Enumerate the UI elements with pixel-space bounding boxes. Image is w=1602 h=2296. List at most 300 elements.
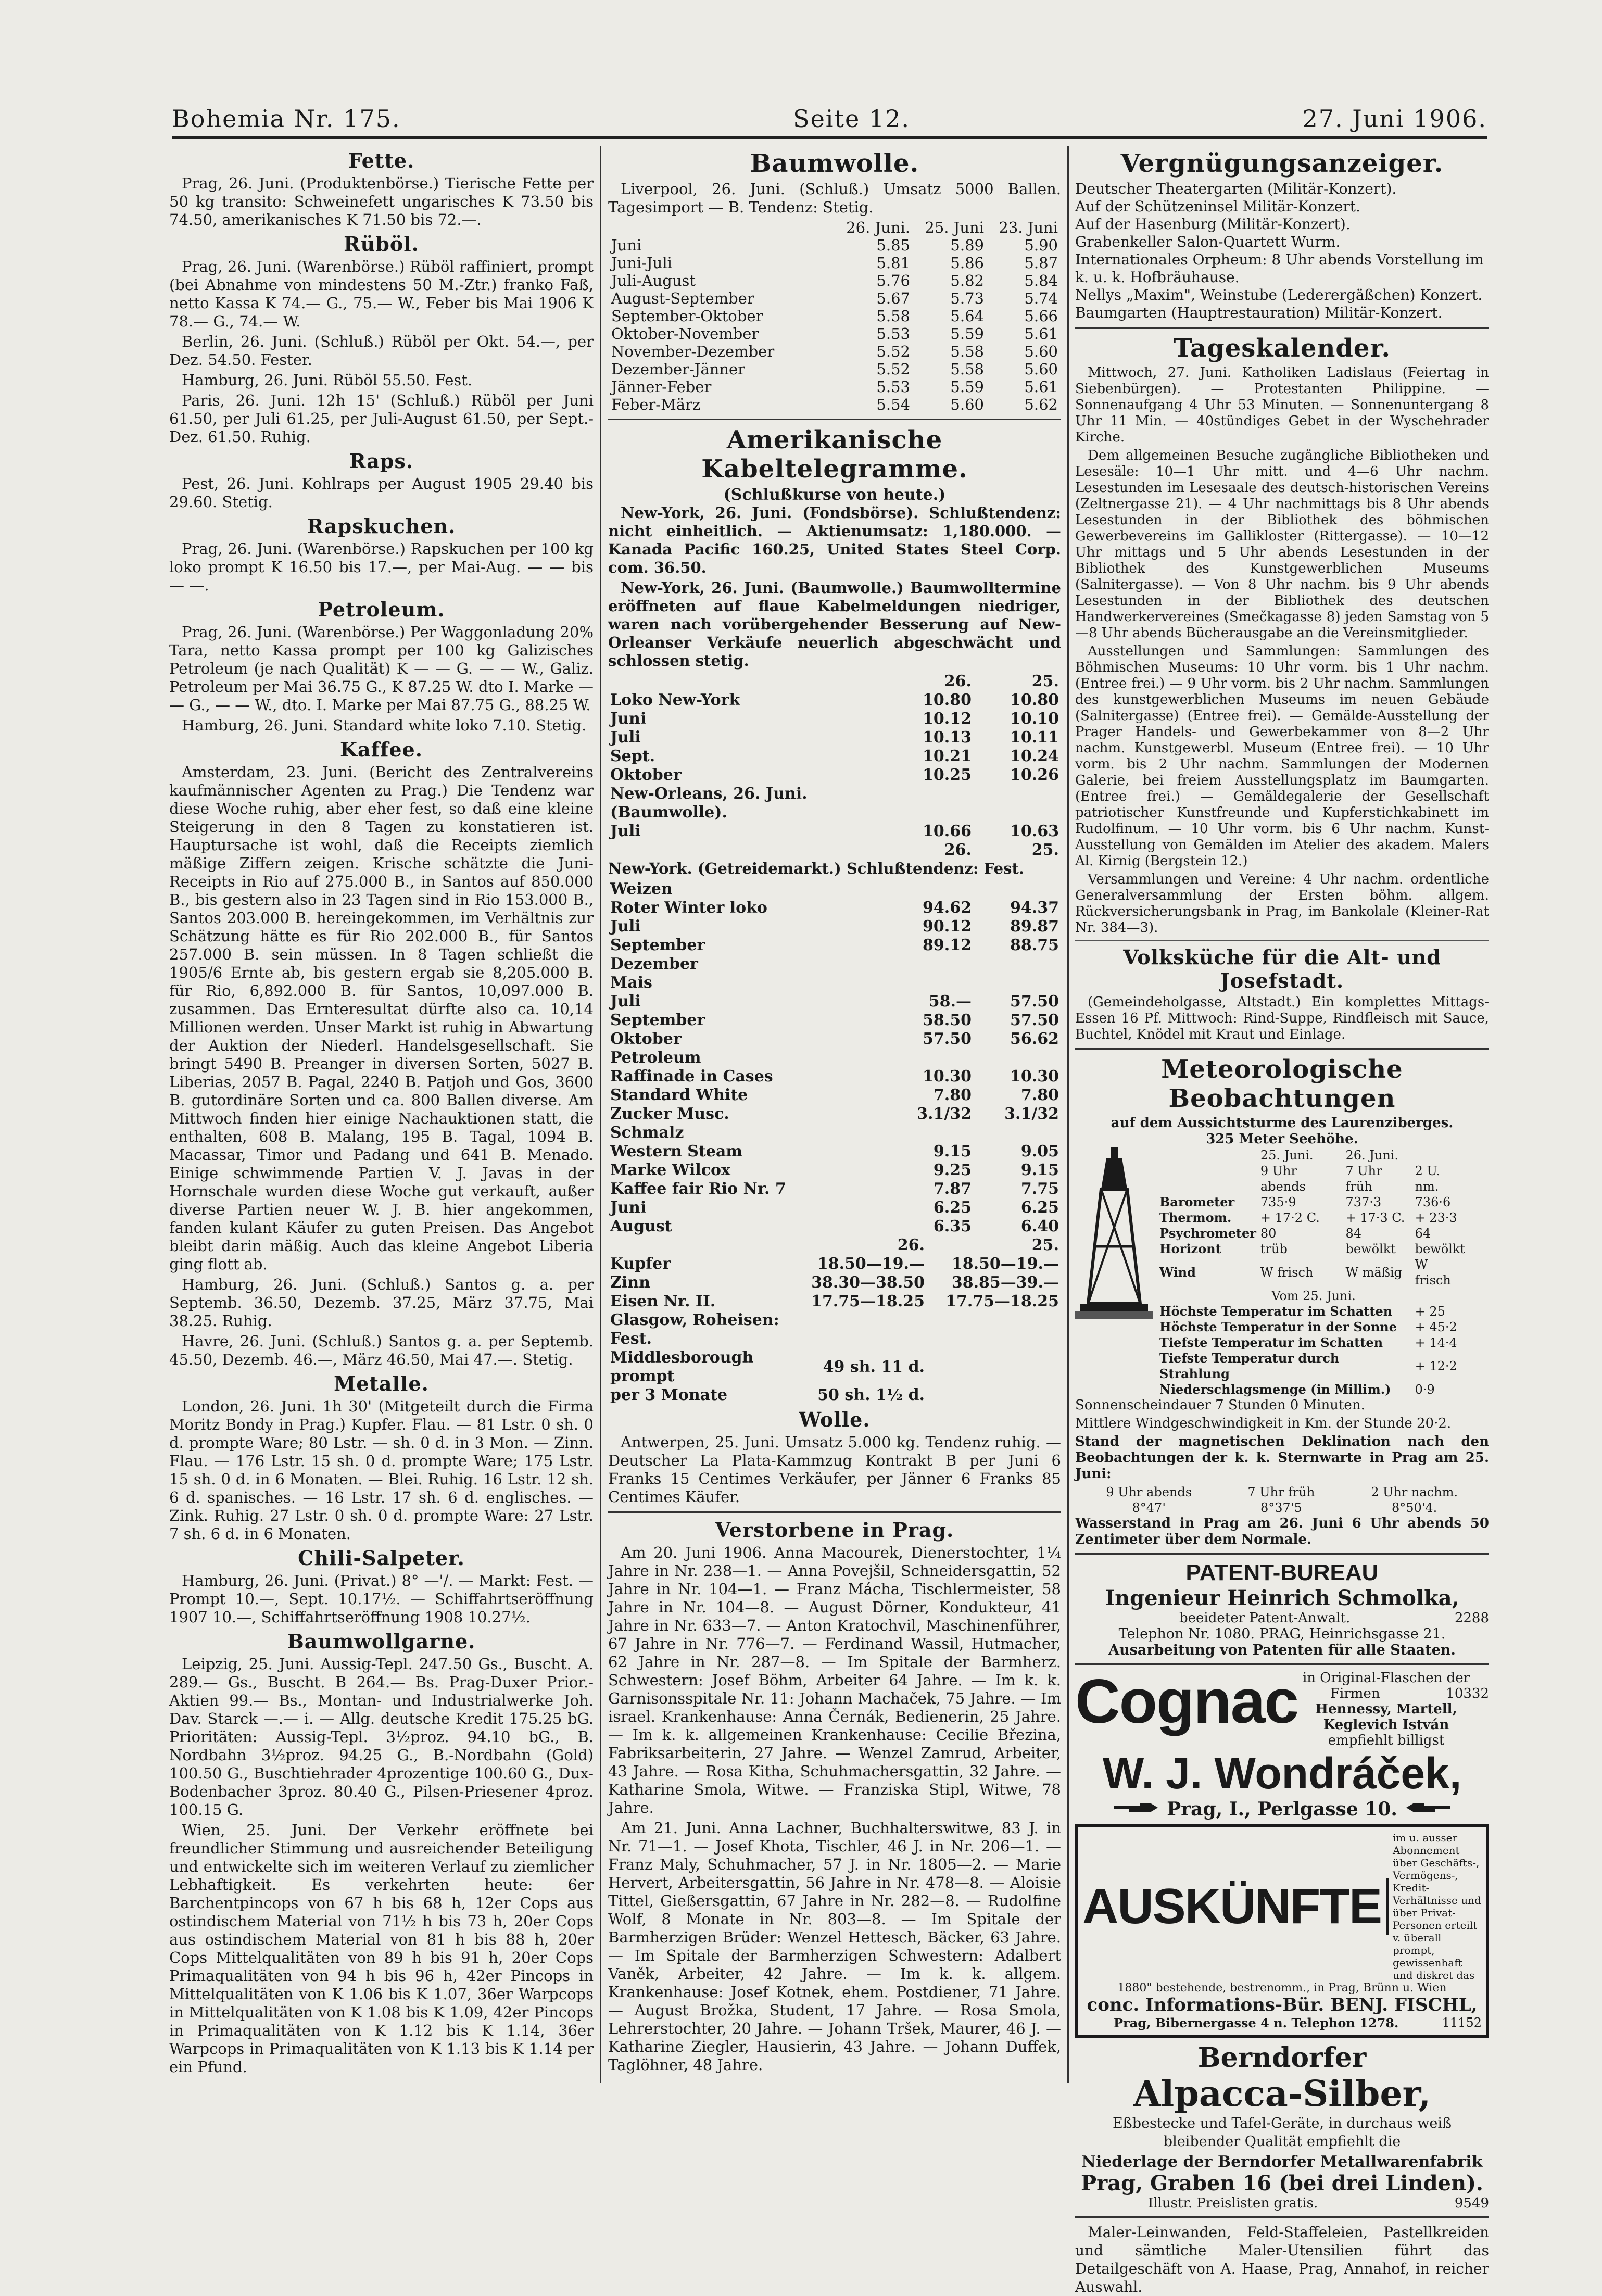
table-cell: Juli-August xyxy=(611,272,696,289)
table-cell: Feber-März xyxy=(611,396,701,413)
table-header-cell xyxy=(608,219,839,236)
table-cell: 5.64 xyxy=(950,307,984,325)
table-header-row xyxy=(1157,1163,1470,1194)
table-row xyxy=(608,992,1061,1011)
market-report: Paris, 26. Juni. 12h 15' (Schluß.) Rüböl per Juni 61.50, per Juli 61.25, per Juli-August 61.50, per Sept.-Dez. 61.50. Ruhig. xyxy=(169,392,594,446)
ad-address: Prag, Graben 16 (bei drei Linden). xyxy=(1081,2171,1483,2196)
list-item: Auf der Schützeninsel Militär-Konzert. xyxy=(1075,198,1360,215)
pointing-hand-icon xyxy=(1404,1800,1450,1815)
table-cell: Zucker Musc. xyxy=(610,1105,729,1123)
table-cell xyxy=(886,974,974,992)
menu-entry: (Gemeindeholgasse, Altstadt.) Ein komplettes Mittags-Essen 16 Pf. Mittwoch: Rind-Suppe, Rindfleisch mit Sauce, Buchtel, Knödel mit Kraut und Einlage. xyxy=(1075,994,1489,1042)
section-rule xyxy=(1075,1553,1489,1555)
table-cell: trüb xyxy=(1260,1242,1288,1256)
ad-number: 10332 xyxy=(1446,1686,1489,1701)
table-header-cell: 7 Uhr früh xyxy=(1247,1485,1315,1499)
table-cell: 5.60 xyxy=(1024,343,1058,360)
ad-cognac xyxy=(1075,1667,1489,1820)
table-cell: 5.59 xyxy=(950,325,984,343)
table-row xyxy=(608,917,1061,936)
table-cell: 89.12 xyxy=(923,936,972,954)
table-header-cell: 26. Juni. xyxy=(1345,1148,1399,1163)
table-row xyxy=(608,272,1061,289)
market-report: Leipzig, 25. Juni. Aussig-Tepl. 247.50 Gs., Buscht. A. 289.— Gs., Buscht. B 264.— Bs. Prag-Duxer Prior.-Aktien 99.— Bs., Montan- und Industrialwerke Joh. Dav. Starck —.— i. — Allg. deutsche Kredit 175.25 bG. Prioritäten: Aussig-Tepl. 3½proz. 94.10 bG., B. Nordbahn 3½proz. 94.25 G., B.-Nordbahn (Gold) 100.50 G., Buschtiehrader 4prozentige 100.60 G., Dux-Bodenbacher 3proz. 80.40 G., Pilsen-Priesener 4proz. 100.15 G. xyxy=(169,1655,594,1819)
table-header-cell: 26. xyxy=(897,1236,925,1254)
section-title-petroleum: Petroleum. xyxy=(318,598,445,621)
table-cell: Oktober xyxy=(610,1030,682,1048)
table-cell: 736·6 xyxy=(1415,1195,1451,1209)
market-report: Prag, 26. Juni. (Warenbörse.) Per Waggonladung 20% Tara, netto Kassa prompt per 100 kg Galizisches Petroleum (je nach Qualität) K — — G. — — W., Galiz. Petroleum per Mai 36.75 G., K 87.25 W. dto I. Marke — — G., — — W., dto. I. Marke per Mai 87.75 G., 88.25 W. xyxy=(169,623,594,714)
market-report: Havre, 26. Juni. (Schluß.) Santos g. a. per Septemb. 45.50, Dezemb. 46.—, März 46.50, Mai 47.—. Stetig. xyxy=(169,1332,594,1368)
table-cell: 8°50'4. xyxy=(1391,1500,1437,1515)
table-row xyxy=(608,766,1061,785)
market-report: Prag, 26. Juni. (Warenbörse.) Rüböl raffiniert, prompt (bei Abnahme von mindestens 50 M.-Ztr.) franko Faß, netto Kassa K 74.— G., 75.— W., Feber bis Mai 1906 K 78.— G., 74.— W. xyxy=(169,258,594,330)
market-report: New-York, 26. Juni. (Fondsbörse). Schlußtendenz: nicht einheitlich. — Aktienumsatz: 1,180.000. — Kanada Pacific 160.25, United States Steel Corp. com. 36.50. xyxy=(608,504,1061,576)
section-title-vergnuegungen: Vergnügungsanzeiger. xyxy=(1120,149,1444,178)
table-cell: 64 xyxy=(1415,1226,1431,1241)
table-cell: 5.86 xyxy=(950,254,984,272)
table-cell: 10.26 xyxy=(1010,766,1059,784)
table-header-cell xyxy=(1157,1147,1258,1163)
table-cell: Thermom. xyxy=(1159,1210,1232,1225)
table-cell: Weizen xyxy=(610,880,673,898)
ad-title: PATENT-BUREAU xyxy=(1185,1560,1379,1585)
cable-table xyxy=(608,672,1061,841)
table-header-cell xyxy=(608,672,886,691)
ad-text: im u. ausser Abonnement über Geschäfts-, Vermögens-, Kredit-Verhältnisse und über Privat-Personen erteilt v. überall prompt, gewissenhaft und diskret das xyxy=(1392,1832,1481,1982)
table-cell: + 17·2 C. xyxy=(1260,1210,1320,1225)
table-cell: 17.75—18.25 xyxy=(945,1292,1059,1310)
section-rule xyxy=(1075,327,1489,329)
ad-maler: Maler-Leinwanden, Feld-Staffeleien, Pastellkreiden und sämtliche Maler-Utensilien führt das Detailgeschäft von A. Haase, Prag, Annahof, in reicher Auswahl. xyxy=(1075,2224,1489,2295)
table-header-cell: 23. Juni xyxy=(999,219,1058,236)
list-item: Auf der Hasenburg (Militär-Konzert). xyxy=(1075,216,1351,233)
ad-number: 2288 xyxy=(1454,1610,1489,1626)
weather-note: Stand der magnetischen Deklination nach den Beobachtungen der k. k. Sternwarte in Prag am 25. Juni: xyxy=(1075,1434,1489,1482)
table-cell: 5.52 xyxy=(876,360,910,378)
table-header-row xyxy=(608,672,1061,691)
table-header-cell: 26. xyxy=(944,672,972,690)
weather-table xyxy=(1157,1147,1470,1397)
table-cell: 6.35 xyxy=(933,1217,972,1235)
cotton-price-table xyxy=(608,219,1061,413)
calendar-entry: Dem allgemeinen Besuche zugängliche Bibliotheken und Lesesäle: 10—1 Uhr mitt. und 4—6 Uhr nachm. Lesestunden im Lesesaale des deutsch-historischen Vereins (Zeltnergasse 21). — 4 Uhr nachmittags bis 8 Uhr abends Lesestunden in der Bibliothek des böhmischen Gewerbevereins im Gallikloster (Rittergasse). — 10—12 Uhr mittags und 5 Uhr abends Lesestunden in der Bibliothek des Kunstgewerblichen Museums (Salnitergasse). — Von 8 Uhr nachm. bis 9 Uhr abends Lesestunden in der Bibliothek des deutschen Handwerkervereines (Smečkagasse 8) jeden Samstag von 5—8 Uhr abends Bücherausgabe an die Vereinsmitglieder. xyxy=(1075,448,1489,641)
table-cell: 5.81 xyxy=(876,254,910,272)
table-cell: 10.80 xyxy=(1010,691,1059,709)
table-row xyxy=(608,936,1061,955)
table-cell: 18.50—19.— xyxy=(817,1255,925,1273)
table-row xyxy=(608,1011,1061,1030)
table-cell: Höchste Temperatur im Schatten xyxy=(1159,1304,1393,1319)
weather-note: Sonnenscheindauer 7 Stunden 0 Minuten. xyxy=(1075,1397,1365,1413)
table-cell: per 3 Monate xyxy=(610,1386,728,1404)
table-cell: 735·9 xyxy=(1260,1195,1296,1209)
table-cell: 10.21 xyxy=(923,747,972,765)
table-cell: Juli xyxy=(610,992,641,1011)
table-header-cell: 9 Uhr abends xyxy=(1260,1164,1306,1194)
table-header-cell: 26. Juni. xyxy=(846,219,910,236)
table-row xyxy=(608,710,1061,728)
table-cell: 10.66 xyxy=(923,822,972,840)
table-cell: 7.75 xyxy=(1020,1180,1059,1198)
since-label: Vom 25. Juni. xyxy=(1271,1289,1356,1303)
ad-address: Prag, Bibernergasse 4 n. Telephon 1278. xyxy=(1114,2015,1399,2030)
table-cell xyxy=(974,1049,1061,1067)
market-report: Antwerpen, 25. Juni. Umsatz 5.000 kg. Tendenz ruhig. — Deutscher La Plata-Kammzug Kontrakt B per Juni 6 Franks 15 Centimes Verkäufer, per Jänner 6 Franks 85 Centimes Käufer. xyxy=(608,1433,1061,1506)
ad-firm: conc. Informations-Bür. BENJ. FISCHL, xyxy=(1087,1995,1478,2015)
table-cell: Dezember xyxy=(610,955,698,973)
table-cell: 57.50 xyxy=(1010,1011,1059,1029)
table-row xyxy=(608,254,1061,272)
table-row xyxy=(608,1255,1061,1273)
table-header-cell xyxy=(1157,1163,1258,1194)
table-row xyxy=(608,728,1061,747)
table-cell: Western Steam xyxy=(610,1142,743,1160)
market-report: Hamburg, 26. Juni. Standard white loko 7.10. Stetig. xyxy=(182,716,587,734)
header-date: 27. Juni 1906. xyxy=(1302,105,1487,133)
table-row xyxy=(608,1217,1061,1236)
table-cell: Roter Winter loko xyxy=(610,899,767,917)
ad-firms: Hennessy, Martell, Keglevich István xyxy=(1315,1701,1457,1733)
table-header-cell: 25. Juni xyxy=(925,219,984,236)
ad-number: 9549 xyxy=(1454,2196,1489,2211)
table-row xyxy=(608,1086,1061,1105)
section-title-rueboel: Rüböl. xyxy=(344,232,419,256)
table-cell: Horizont xyxy=(1159,1241,1221,1256)
table-row xyxy=(1075,1500,1489,1516)
market-report: Hamburg, 26. Juni. (Privat.) 8° —'/. — Markt: Fest. — Prompt 10.—, Sept. 10.17½. — Schiffahrtseröffnung 1907 10.—, Schiffahrtseröffnung 1908 10.27½. xyxy=(169,1572,594,1626)
ad-subtitle: beeideter Patent-Anwalt. xyxy=(1179,1610,1351,1626)
table-row xyxy=(1157,1288,1470,1304)
table-row xyxy=(608,1105,1061,1124)
ad-number: 11152 xyxy=(1442,2015,1482,2030)
table-cell: 10.11 xyxy=(1010,728,1059,747)
weather-block xyxy=(1075,1147,1489,1397)
header-page-number: Seite 12. xyxy=(793,105,910,133)
table-cell: 17.75—18.25 xyxy=(811,1292,925,1310)
table-cell: 88.75 xyxy=(1010,936,1059,954)
table-cell: Petroleum xyxy=(610,1049,701,1067)
list-item: Baumgarten (Hauptrestauration) Militär-Konzert. xyxy=(1075,304,1443,321)
pointing-hand-icon xyxy=(1114,1800,1160,1815)
table-cell xyxy=(886,1049,974,1067)
page-header xyxy=(172,103,1487,134)
section-rule xyxy=(1075,1048,1489,1050)
table-cell: Eisen Nr. II. xyxy=(610,1292,716,1310)
ad-text: Eßbestecke und Tafel-Geräte, in durchaus weiß bleibender Qualität empfiehlt die xyxy=(1112,2115,1452,2150)
column-divider xyxy=(1067,146,1069,2083)
ad-patent-bureau xyxy=(1075,1560,1489,1658)
table-cell: 38.85—39.— xyxy=(951,1273,1059,1292)
table-cell: 10.10 xyxy=(1010,710,1059,728)
table-header-cell: 2 Uhr nachm. xyxy=(1371,1485,1458,1499)
table-row xyxy=(608,396,1061,413)
table-cell: September xyxy=(610,1011,705,1029)
table-cell: 94.37 xyxy=(1010,899,1059,917)
section-title-raps: Raps. xyxy=(349,449,414,473)
calendar-entry: Ausstellungen und Sammlungen: Sammlungen des Böhmischen Museums: 10 Uhr vorm. bis 1 Uhr nachm. (Entree frei.) — 9 Uhr vorm. bis 2 Uhr nachm. Sammlungen des kunstgewerblichen Museums im neuen Gebäude (Salnitergasse) (Entree frei). — Gemälde-Ausstellung der Prager Handels- und Gewerbekammer von 8—2 Uhr nachm. Kunstgewerbl. Museum (Entree frei). — 10 Uhr vorm. bis 2 Uhr nachm. Sammlungen der Modernen Galerie, bei freiem Ausstellungsplatz im Baumgarten. (Entree frei.) — Gemäldegalerie der Gesellschaft patriotischer Kunstfreunde und Kupferstichkabinett im Rudolfinum. — 10 Uhr vorm. bis 6 Uhr nachm. Kunst-Ausstellung von Gemälden im Atelier des akadem. Malers Al. Kirnig (Bergstein 12.) xyxy=(1075,644,1489,869)
table-cell: 49 sh. 11 d. xyxy=(823,1358,925,1376)
table-cell: Höchste Temperatur in der Sonne xyxy=(1159,1319,1397,1334)
entertainment-list xyxy=(1075,180,1489,322)
calendar-entry: Versammlungen und Vereine: 4 Uhr nachm. ordentliche Generalversammlung der Ersten böhm. allgem. Rückversicherungsbank in Prag, im Bankolale (Kleiner-Rat Nr. 384—3). xyxy=(1075,872,1489,936)
table-cell xyxy=(927,1348,1061,1386)
table-cell: 5.67 xyxy=(876,289,910,307)
table-cell: 56.62 xyxy=(1010,1030,1059,1048)
table-cell: 0·9 xyxy=(1415,1382,1435,1397)
section-rule xyxy=(1075,1663,1489,1665)
table-row xyxy=(608,1124,1061,1142)
table-row xyxy=(1157,1241,1470,1257)
table-cell: 5.62 xyxy=(1024,396,1058,413)
table-cell: 5.87 xyxy=(1024,254,1058,272)
section-title-baumwolle: Baumwolle. xyxy=(750,149,919,178)
table-header-row xyxy=(608,1236,1061,1255)
list-item: Nellys „Maxim", Weinstube (Lederergäßchen) Konzert. xyxy=(1075,286,1483,304)
table-cell: 89.87 xyxy=(1010,917,1059,936)
market-report: Hamburg, 26. Juni. Rüböl 55.50. Fest. xyxy=(182,371,473,389)
table-cell: Raffinade in Cases xyxy=(610,1067,773,1086)
table-row xyxy=(608,1180,1061,1199)
table-cell: 9.15 xyxy=(933,1142,972,1160)
table-row xyxy=(608,1030,1061,1049)
table-cell: Standard White xyxy=(610,1086,748,1104)
table-cell: W frisch xyxy=(1260,1265,1314,1280)
table-cell: + 12·2 xyxy=(1415,1359,1457,1373)
cable-table xyxy=(608,880,1061,1236)
table-cell: W mäßig xyxy=(1345,1265,1402,1280)
table-row xyxy=(1157,1335,1470,1351)
section-title-tageskalender: Tageskalender. xyxy=(1173,334,1391,363)
table-row xyxy=(608,691,1061,710)
section-title-wolle: Wolle. xyxy=(799,1408,871,1431)
section-title-kabel: Amerikanische Kabeltelegramme. xyxy=(701,425,968,484)
table-row xyxy=(1157,1319,1470,1335)
table-cell: Glasgow, Roheisen: Fest. xyxy=(610,1311,779,1348)
table-cell: Loko New-York xyxy=(610,691,740,709)
table-cell: November-Dezember xyxy=(611,343,775,360)
table-cell: 5.73 xyxy=(950,289,984,307)
ad-name: Ingenieur Heinrich Schmolka, xyxy=(1105,1586,1459,1610)
table-cell: 90.12 xyxy=(923,917,972,936)
table-cell: 10.63 xyxy=(1010,822,1059,840)
table-cell: Juli xyxy=(610,822,641,840)
table-row xyxy=(608,785,1061,822)
table-row xyxy=(608,1273,1061,1292)
table-cell xyxy=(886,880,974,899)
table-cell: + 45·2 xyxy=(1415,1320,1457,1334)
table-row xyxy=(608,1067,1061,1086)
table-row xyxy=(608,236,1061,254)
table-cell: Kupfer xyxy=(610,1255,671,1273)
table-header-cell: 9 Uhr abends xyxy=(1106,1485,1192,1499)
table-cell: Juni xyxy=(610,1199,647,1217)
section-title-metalle: Metalle. xyxy=(334,1372,429,1395)
table-row xyxy=(1157,1351,1470,1382)
table-header-row xyxy=(1157,1147,1470,1163)
table-cell xyxy=(792,1311,927,1348)
column-divider xyxy=(600,146,601,2083)
calendar-entry: Mittwoch, 27. Juni. Katholiken Ladislaus (Feiertag in Siebenbürgen). — Protestanten Philippine. — Sonnenaufgang 4 Uhr 53 Minuten. — Sonnenuntergang 8 Uhr 11 Min. — 40stündiges Gebet in der Wyschehrader Kirche. xyxy=(1075,365,1489,445)
table-cell: Juni xyxy=(611,236,642,254)
column-left xyxy=(169,146,594,2177)
table-cell: 18.50—19.— xyxy=(951,1255,1059,1273)
table-cell: 5.53 xyxy=(876,378,910,396)
table-cell: Niederschlagsmenge (in Millim.) xyxy=(1159,1382,1391,1397)
table-row xyxy=(608,307,1061,325)
table-cell: 10.25 xyxy=(923,766,972,784)
table-cell: 10.13 xyxy=(923,728,972,747)
table-cell: 5.66 xyxy=(1024,307,1058,325)
ad-cognac-word: Cognac xyxy=(1075,1667,1298,1736)
weather-note: Mittlere Windgeschwindigkeit in Km. der Stunde 20·2. xyxy=(1075,1416,1452,1431)
table-cell: 7.87 xyxy=(933,1180,972,1198)
table-cell: 5.84 xyxy=(1024,272,1058,289)
table-cell: 57.50 xyxy=(923,1030,972,1048)
table-cell: Marke Wilcox xyxy=(610,1161,730,1179)
table-cell: 9.25 xyxy=(933,1161,972,1179)
table-row xyxy=(608,1142,1061,1161)
table-row xyxy=(1157,1257,1470,1288)
table-cell: Wind xyxy=(1159,1265,1196,1280)
ad-main: Alpacca-Silber, xyxy=(1133,2073,1431,2115)
table-row xyxy=(608,899,1061,917)
list-item: Grabenkeller Salon-Quartett Wurm. xyxy=(1075,233,1341,250)
section-title-kaffee: Kaffee. xyxy=(340,738,423,761)
section-rule xyxy=(1075,2216,1489,2218)
table-row xyxy=(608,1292,1061,1311)
market-report: Liverpool, 26. Juni. (Schluß.) Umsatz 5000 Ballen. Tagesimport — B. Tendenz: Stetig. xyxy=(608,180,1061,216)
table-cell: 50 sh. 1½ d. xyxy=(817,1386,925,1404)
table-cell: 5.90 xyxy=(1024,236,1058,254)
ad-address: Telephon Nr. 1080. PRAG, Heinrichsgasse 21. xyxy=(1118,1626,1446,1642)
section-title-meteorologie: Meteorologische Beobachtungen xyxy=(1161,1055,1403,1113)
section-rule xyxy=(1075,940,1489,941)
table-cell: Kaffee fair Rio Nr. 7 xyxy=(610,1180,786,1198)
list-item: Deutscher Theatergarten (Militär-Konzert). xyxy=(1075,180,1397,197)
table-cell: Tiefste Temperatur durch Strahlung xyxy=(1159,1351,1340,1381)
table-header-cell: 2 U. nm. xyxy=(1415,1164,1441,1194)
table-row xyxy=(608,1161,1061,1180)
table-header-row xyxy=(608,841,1061,860)
obituary-list: Am 21. Juni. Anna Lachner, Buchhalterswitwe, 83 J. in Nr. 71—1. — Josef Khota, Tischler, 46 J. in Nr. 206—1. — Franz Maly, Schuhmacher, 57 J. in Nr. 1805—2. — Marie Hervert, Arbeitersgattin, 56 Jahre in Nr. 478—8. — Aloisie Tittel, Gießersgattin, 67 Jahre in Nr. 282—8. — Rudolfine Wolf, 8 Monate in Nr. 803—8. — Im Spitale der Barmherzigen Brüder: Wenzel Hettesch, Bäcker, 63 Jahre. — Im Spitale der Barmherzigen Schwestern: Adalbert Vaněk, Arbeiter, 42 Jahre. — Im k. k. allgem. Krankenhause: Josef Kotnek, ehem. Postdiener, 71 Jahre. — August Brožka, Student, 17 Jahre. — Rosa Smola, Lehrerstochter, 20 Jahre. — Johann Tršek, Maurer, 46 J. — Katharine Ziegler, Hausierin, 43 Jahre. — Johann Duffek, Taglöhner, 48 Jahre. xyxy=(608,1819,1061,2074)
cable-table xyxy=(608,841,1061,860)
table-row xyxy=(608,974,1061,992)
table-cell xyxy=(927,1311,1061,1348)
table-cell: Zinn xyxy=(610,1273,650,1292)
market-report: Wien, 25. Juni. Der Verkehr eröffnete bei freundlicher Stimmung und ausreichender Beteiligung und entwickelte sich im weiteren Verlauf zu ziemlicher Lebhaftigkeit. Es verkehrten heute: 6er Barchentpincops von 67 h bis 68 h, 12er Cops aus ostindischem Material von 71½ h bis 73 h, 20er Cops aus ostindischem Material von 81 h bis 88 h, 20er Cops Mittelqualitäten von 89 h bis 91 h, 20er Cops Primaqualitäten von 94 h bis 96 h, 42er Pincops in Mittelqualitäten von K 1.06 bis K 1.07, 36er Warpcops in Mittelqualitäten von K 1.08 bis K 1.09, 42er Pincops in Primaqualitäten von K 1.12 bis K 1.14, 36er Warpcops in Primaqualitäten von K 1.13 bis K 1.14 per ein Pfund. xyxy=(169,1821,594,2076)
table-cell: + 14·4 xyxy=(1415,1335,1457,1350)
table-cell: 5.52 xyxy=(876,343,910,360)
table-cell: 5.58 xyxy=(950,360,984,378)
table-cell: Oktober-November xyxy=(611,325,759,343)
table-cell: September-Oktober xyxy=(611,307,763,325)
table-cell xyxy=(974,974,1061,992)
table-cell: 5.82 xyxy=(950,272,984,289)
table-cell xyxy=(974,1124,1061,1142)
market-report: Prag, 26. Juni. (Produktenbörse.) Tierische Fette per 50 kg transito: Schweinefett ungarisches K 73.50 bis 74.50, amerikanisches K 71.50 bis 72.—. xyxy=(169,174,594,229)
table-row xyxy=(608,1199,1061,1217)
section-title-volkskueche: Volksküche für die Alt- und Josefstadt. xyxy=(1123,945,1441,992)
table-header-cell xyxy=(608,841,886,860)
table-cell: 94.62 xyxy=(923,899,972,917)
table-row xyxy=(608,1386,1061,1405)
table-cell: bewölkt xyxy=(1415,1242,1466,1256)
section-subtitle: auf dem Aussichtsturme des Laurenziberges. xyxy=(1111,1115,1454,1131)
table-header-cell: 25. xyxy=(1031,672,1059,690)
table-cell: Juni-Juli xyxy=(611,254,672,272)
table-cell: New-Orleans, 26. Juni. (Baumwolle). xyxy=(610,785,808,822)
observation-tower-illustration xyxy=(1075,1147,1153,1319)
table-cell: Psychrometer xyxy=(1159,1226,1256,1241)
obituary-list: Am 20. Juni 1906. Anna Macourek, Dienerstochter, 1¼ Jahre in Nr. 238—1. — Anna Povejšil, Schneidersgattin, 52 Jahre in Nr. 104—1. — Franz Mácha, Tischlermeister, 58 Jahre in Nr. 104—8. — August Dörner, Kondukteur, 41 Jahre in Nr. 633—7. — Anton Kratochvil, Maschinenführer, 67 Jahre in Nr. 776—7. — Ferdinand Wassil, Hutmacher, 62 Jahre in Nr. 287—8. — Im Spitale der Barmherz. Schwestern: Josef Böhm, Arbeiter 64 Jahre. — Im k. k. Garnisonsspitale Nr. 11: Johann Machaček, 75 Jahre. — Im israel. Krankenhause: Anna Černák, Bedienerin, 25 Jahre. — Im k. k. allgemeinen Krankenhause: Cecilie Březina, Fabriksarbeiterin, 27 Jahre. — Wenzel Zamrud, Arbeiter, 43 Jahre. — Rosa Kitha, Schuhmachersgattin, 32 Jahre. — Katharine Smola, Witwe. — Franziska Stipl, Witwe, 78 Jahre. xyxy=(608,1544,1061,1816)
table-cell xyxy=(886,955,974,974)
table-row xyxy=(1157,1304,1470,1319)
table-cell: 5.58 xyxy=(950,343,984,360)
table-cell: + 25 xyxy=(1415,1304,1445,1319)
table-cell: 58.50 xyxy=(923,1011,972,1029)
table-row xyxy=(1157,1194,1470,1210)
ad-berndorf xyxy=(1075,2042,1489,2211)
table-header-row xyxy=(1075,1484,1489,1500)
table-cell: 5.85 xyxy=(876,236,910,254)
declination-table xyxy=(1075,1484,1489,1516)
table-header-cell xyxy=(608,1236,792,1255)
ad-text: Firmen xyxy=(1330,1686,1380,1701)
table-cell: 10.30 xyxy=(923,1067,972,1086)
table-row xyxy=(608,955,1061,974)
table-header-cell xyxy=(1413,1147,1470,1163)
table-cell: Juli xyxy=(610,728,641,747)
table-cell: 38.30—38.50 xyxy=(811,1273,925,1292)
table-cell: 9.15 xyxy=(1020,1161,1059,1179)
table-header-cell: 7 Uhr früh xyxy=(1345,1164,1382,1194)
table-cell: 84 xyxy=(1345,1226,1362,1241)
table-cell: Oktober xyxy=(610,766,682,784)
table-cell: 5.58 xyxy=(876,307,910,325)
table-cell: Juli xyxy=(610,917,641,936)
section-title-baumwollgarne: Baumwollgarne. xyxy=(287,1630,476,1653)
market-report: Hamburg, 26. Juni. (Schluß.) Santos g. a. per Septemb. 36.50, Dezemb. 37.25, März 37.75, Mai 38.25. Ruhig. xyxy=(169,1276,594,1330)
table-cell xyxy=(886,1124,974,1142)
section-subtitle: (Schlußkurse von heute.) xyxy=(723,486,946,504)
list-item: Internationales Orpheum: 8 Uhr abends Vorstellung im k. u. k. Hofbräuhause. xyxy=(1075,251,1484,286)
table-cell xyxy=(974,785,1061,822)
table-cell xyxy=(974,880,1061,899)
ad-tagline: Ausarbeitung von Patenten für alle Staaten. xyxy=(1108,1642,1456,1658)
table-row xyxy=(608,880,1061,899)
table-cell: 5.61 xyxy=(1024,325,1058,343)
ad-text: empfiehlt billigst xyxy=(1328,1733,1445,1748)
market-report: London, 26. Juni. 1h 30' (Mitgeteilt durch die Firma Moritz Bondy in Prag.) Kupfer. Flau. — 81 Lstr. 0 sh. 0 d. prompte Ware; 80 Lstr. — sh. 0 d. in 3 Mon. — Zinn. Flau. — 176 Lstr. 15 sh. 0 d. prompte Ware; 175 Lstr. 15 sh. 0 d. in 6 Monaten. — Blei. Ruhig. 16 Lstr. 12 sh. 6 d. spanisches. — 16 Lstr. 17 sh. 6 d. englisches. — Zink. Ruhig. 27 Lstr. 0 sh. 0 d. prompte Ware: 27 Lstr. 7 sh. 6 d. in 6 Monaten. xyxy=(169,1397,594,1543)
market-report: Berlin, 26. Juni. (Schluß.) Rüböl per Okt. 54.—, per Dez. 54.50. Fester. xyxy=(169,333,594,369)
table-row xyxy=(608,822,1061,841)
table-row xyxy=(608,343,1061,360)
table-cell: Mais xyxy=(610,974,652,992)
market-report: New-York, 26. Juni. (Baumwolle.) Baumwolltermine eröffneten auf flaue Kabelmeldungen niedriger, waren nach vorübergehender Besserung auf New-Orleanser Verkäufe neuerlich abgeschwächt und schlossen stetig. xyxy=(608,579,1061,670)
table-row xyxy=(608,289,1061,307)
table-cell xyxy=(974,955,1061,974)
table-cell: Barometer xyxy=(1159,1194,1235,1209)
table-row xyxy=(608,360,1061,378)
section-rule xyxy=(608,419,1061,420)
market-report: Amsterdam, 23. Juni. (Bericht des Zentralvereins kaufmännischer Agenten zu Prag.) Die Tendenz war diese Woche ruhig, aber eher fest, so daß eine kleine Steigerung in den 8 Tagen zu konstatieren ist. Hauptursache ist wohl, daß die Receipts ziemlich mäßige Ziffern zeigen. Krische schätzte die Juni-Receipts in Rio auf 275.000 B., in Santos auf 850.000 B., bis gestern also in 23 Tagen sind in Rio 153.000 B., Santos 203.000 B. hereingekommen, im Verhältnis zur Schätzung hätte es für Rio 202.000 B., für Santos 257.000 B. sein müssen. In 8 Tagen schließt die 1905/6 Ernte ab, bis gestern ergab sie 8,205.000 B. für Rio, 6,892.000 B. für Santos, 10,097.000 B. zusammen. Das Ernteresultat dürfte also ca. 10,14 Millionen werden. Unser Markt ist ruhig in Abwartung der Auktion der Niederl. Handelsgesellschaft. Sie bringt 5490 B. Preanger in diversen Sorten, 5027 B. Liberias, 2057 B. Pagal, 2240 B. Patjoh und Gos, 3600 B. gutordinäre Sorten und ca. 800 Ballen diverse. Am Mittwoch finden hier einige Nachauktionen statt, die enthalten, 608 B. Malang, 195 B. Tagal, 1094 B. Macassar, Timor und Padang und 641 B. Menado. Einige schwimmende Partien V. J. Javas in der Hornschale wurden diese Woche gut verkauft, außer diverse Partien neuer W. J. B. hier angekommen, fanden kulant Käufer zu guten Preisen. Das Angebot bleibt darin mäßig. Auch das kleine Angebot Liberia ging flott ab. xyxy=(169,763,594,1273)
table-cell: 10.24 xyxy=(1010,747,1059,765)
table-cell: 5.60 xyxy=(950,396,984,413)
table-cell: W frisch xyxy=(1415,1257,1451,1288)
table-cell: 5.53 xyxy=(876,325,910,343)
weather-note: Wasserstand in Prag am 26. Juni 6 Uhr abends 50 Zentimeter über dem Normale. xyxy=(1075,1516,1489,1547)
